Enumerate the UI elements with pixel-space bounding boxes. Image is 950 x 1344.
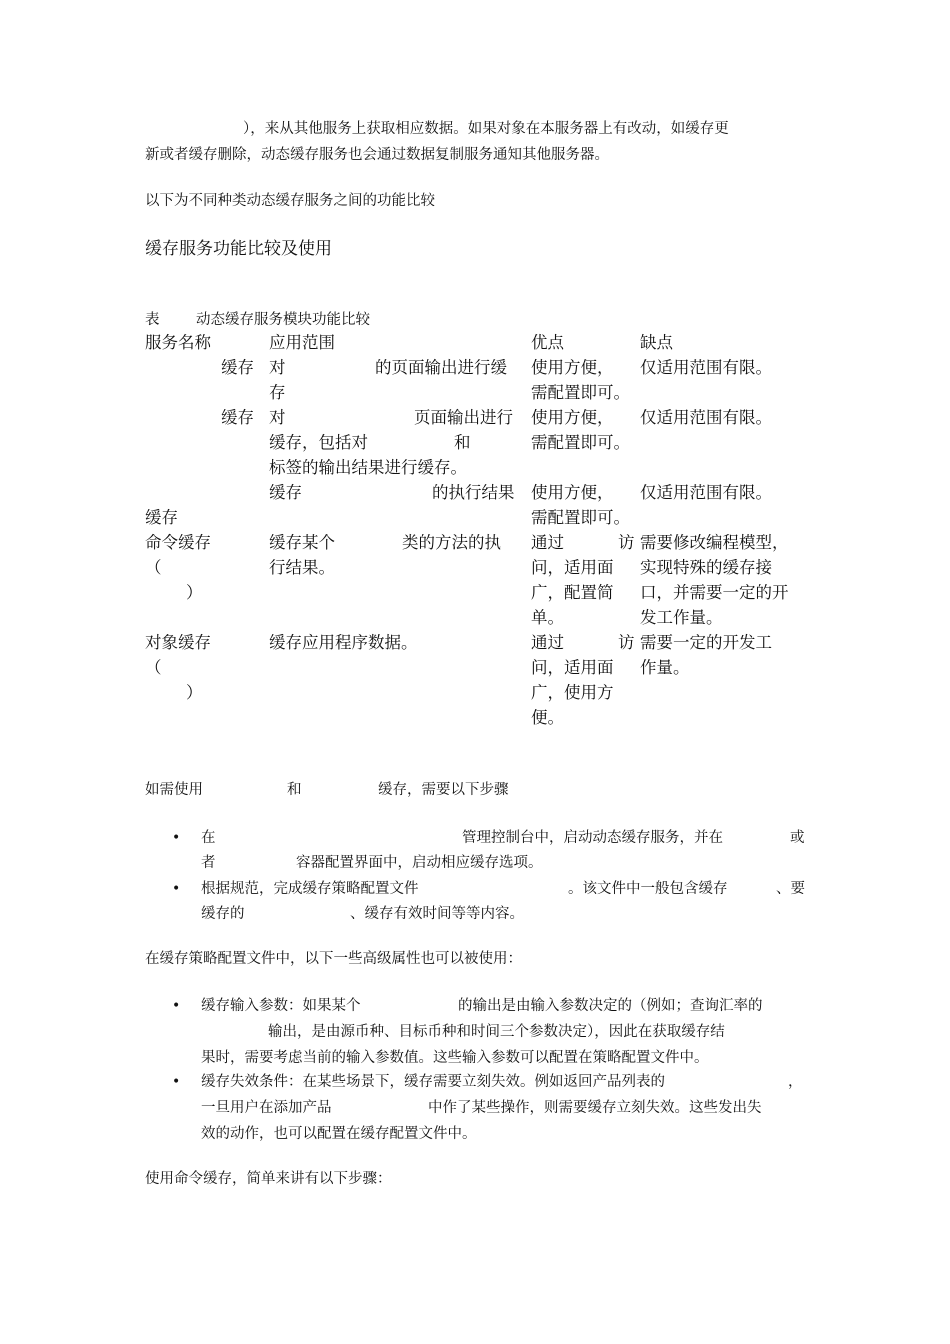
usage-c: 缓存，需要以下步骤 xyxy=(378,782,509,798)
usage-a: 如需使用 xyxy=(145,782,203,798)
bullet-icon: • xyxy=(172,1074,181,1090)
row1-name: 缓存 xyxy=(221,358,254,377)
row4-cons-2: 实现特殊的缓存接 xyxy=(640,558,772,577)
header-pros: 优点 xyxy=(531,333,564,352)
row1-cons: 仅适用范围有限。 xyxy=(640,358,772,377)
step1-b: 管理控制台中，启动动态缓存服务，并在 xyxy=(462,830,723,846)
row4-pros-1a: 通过 xyxy=(531,533,564,552)
header-scope: 应用范围 xyxy=(269,333,335,352)
step2-e: 、缓存有效时间等等内容。 xyxy=(350,906,524,922)
row5-name: 对象缓存 xyxy=(145,633,211,652)
row2-name: 缓存 xyxy=(221,408,254,427)
row5-cons-1: 需要一定的开发工 xyxy=(640,633,772,652)
header-service-name: 服务名称 xyxy=(145,333,211,352)
row1-scope-b: 的页面输出进行缓 xyxy=(375,358,507,377)
row2-cons: 仅适用范围有限。 xyxy=(640,408,772,427)
adv2-c: 一旦用户在添加产品 xyxy=(201,1100,332,1116)
bullet-icon: • xyxy=(172,881,181,897)
row4-cons-4: 发工作量。 xyxy=(640,608,723,627)
advanced-intro: 在缓存策略配置文件中，以下一些高级属性也可以被使用： xyxy=(145,951,522,967)
step2-c: 、要 xyxy=(776,881,805,897)
intro-line-2: 新或者缓存删除，动态缓存服务也会通过数据复制服务通知其他服务器。 xyxy=(145,147,609,163)
section-heading: 缓存服务功能比较及使用 xyxy=(145,239,332,259)
compare-intro: 以下为不同种类动态缓存服务之间的功能比较 xyxy=(145,193,435,209)
row4-scope-b: 类的方法的执 xyxy=(402,533,501,552)
row5-pros-3: 广，使用方 xyxy=(531,683,614,702)
row4-cons-3: 口，并需要一定的开 xyxy=(640,583,789,602)
row4-cons-1: 需要修改编程模型， xyxy=(640,533,789,552)
row5-pros-1a: 通过 xyxy=(531,633,564,652)
row2-scope-e: 标签的输出结果进行缓存。 xyxy=(269,458,467,477)
step2-d: 缓存的 xyxy=(201,906,245,922)
row4-scope-c: 行结果。 xyxy=(269,558,335,577)
adv1-c: 输出，是由源币种、目标币种和时间三个参数决定），因此在获取缓存结 xyxy=(268,1024,725,1040)
row1-pros-2: 需配置即可。 xyxy=(531,383,630,402)
intro-line-1: ），来从其他服务上获取相应数据。如果对象在本服务器上有改动，如缓存更 xyxy=(243,121,729,137)
step1-a: 在 xyxy=(201,830,216,846)
adv1-b: 的输出是由输入参数决定的（例如；查询汇率的 xyxy=(458,998,763,1014)
row4-pros-2: 问，适用面 xyxy=(531,558,614,577)
row4-close-paren: ） xyxy=(186,583,203,602)
row3-pros-1: 使用方便， xyxy=(531,483,614,502)
bullet-icon: • xyxy=(172,998,181,1014)
command-intro: 使用命令缓存，简单来讲有以下步骤： xyxy=(145,1171,392,1187)
row3-name: 缓存 xyxy=(145,508,178,527)
step2-a: 根据规范，完成缓存策略配置文件 xyxy=(201,881,419,897)
row5-pros-2: 问，适用面 xyxy=(531,658,614,677)
row3-scope-a: 缓存 xyxy=(269,483,302,502)
row5-cons-2: 作量。 xyxy=(640,658,690,677)
row5-close-paren: ） xyxy=(186,683,203,702)
row4-name: 命令缓存 xyxy=(145,533,211,552)
row2-scope-a: 对 xyxy=(269,408,286,427)
adv2-a: 缓存失效条件：在某些场景下，缓存需要立刻失效。例如返回产品列表的 xyxy=(201,1074,665,1090)
row1-scope-a: 对 xyxy=(269,358,286,377)
row3-scope-b: 的执行结果 xyxy=(432,483,515,502)
adv2-b: ， xyxy=(788,1074,803,1090)
step2-b: 。该文件中一般包含缓存 xyxy=(568,881,728,897)
row2-pros-1: 使用方便， xyxy=(531,408,614,427)
adv2-e: 效的动作，也可以配置在缓存配置文件中。 xyxy=(201,1126,477,1142)
adv1-a: 缓存输入参数：如果某个 xyxy=(201,998,361,1014)
row1-scope-c: 存 xyxy=(269,383,286,402)
row4-open-paren: （ xyxy=(145,558,162,577)
row4-pros-1b: 访 xyxy=(618,533,635,552)
row4-pros-3: 广，配置简 xyxy=(531,583,614,602)
step1-c: 或 xyxy=(790,830,805,846)
adv1-d: 果时，需要考虑当前的输入参数值。这些输入参数可以配置在策略配置文件中。 xyxy=(201,1050,709,1066)
step1-d: 者 xyxy=(201,855,216,871)
bullet-icon: • xyxy=(172,830,181,846)
row3-cons: 仅适用范围有限。 xyxy=(640,483,772,502)
row2-scope-d: 和 xyxy=(454,433,471,452)
adv2-d: 中作了某些操作，则需要缓存立刻失效。这些发出失 xyxy=(428,1100,762,1116)
row4-pros-4: 单。 xyxy=(531,608,564,627)
header-cons: 缺点 xyxy=(640,333,673,352)
row2-scope-c: 缓存，包括对 xyxy=(269,433,368,452)
table-caption-label: 表 xyxy=(145,312,160,328)
row4-scope-a: 缓存某个 xyxy=(269,533,335,552)
row5-scope: 缓存应用程序数据。 xyxy=(269,633,418,652)
table-caption-text: 动态缓存服务模块功能比较 xyxy=(196,312,370,328)
row3-pros-2: 需配置即可。 xyxy=(531,508,630,527)
row5-open-paren: （ xyxy=(145,658,162,677)
row2-pros-2: 需配置即可。 xyxy=(531,433,630,452)
row2-scope-b: 页面输出进行 xyxy=(414,408,513,427)
row5-pros-4: 便。 xyxy=(531,708,564,727)
row1-pros-1: 使用方便， xyxy=(531,358,614,377)
row5-pros-1b: 访 xyxy=(618,633,635,652)
usage-b: 和 xyxy=(287,782,302,798)
step1-e: 容器配置界面中，启动相应缓存选项。 xyxy=(296,855,543,871)
